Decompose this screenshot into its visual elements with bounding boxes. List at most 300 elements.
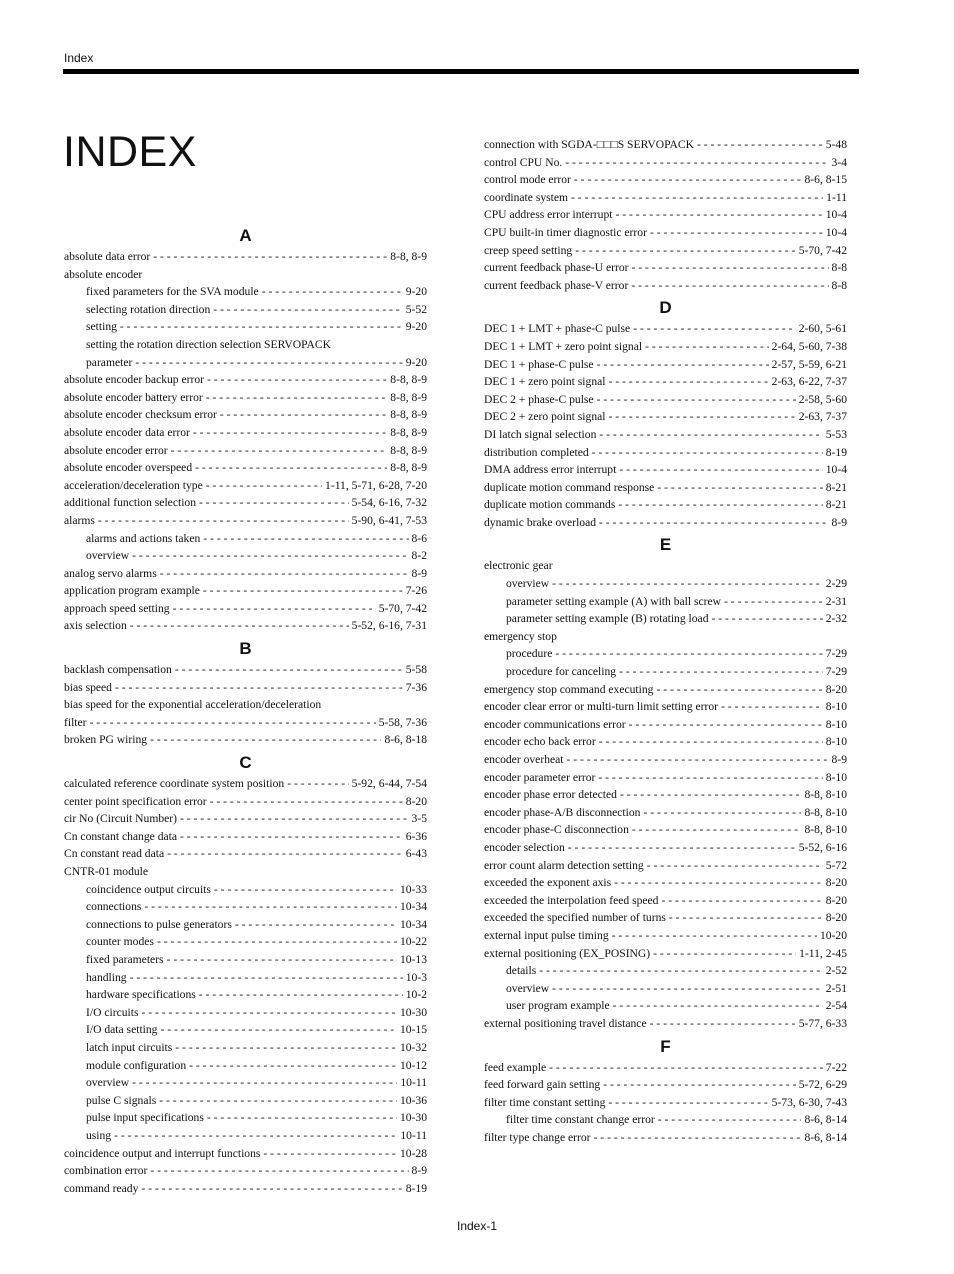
entry-pages: 8-8, 8-9 bbox=[390, 425, 427, 439]
index-entry bbox=[484, 839, 847, 857]
entry-pages: 5-70, 7-42 bbox=[798, 243, 847, 257]
entry-pages: 2-51 bbox=[825, 981, 847, 995]
dot-leader bbox=[657, 479, 822, 497]
entry-term: overview bbox=[506, 577, 550, 591]
index-entry bbox=[64, 1180, 427, 1198]
entry-pages: 10-11 bbox=[400, 1076, 427, 1090]
entry-pages: 7-36 bbox=[405, 680, 427, 694]
index-entry bbox=[484, 1015, 847, 1033]
dot-leader bbox=[141, 1004, 396, 1022]
entry-term: exceeded the interpolation feed speed bbox=[484, 893, 659, 907]
index-entry bbox=[484, 733, 847, 751]
entry-term: encoder phase error detected bbox=[484, 788, 617, 802]
index-subentry bbox=[64, 283, 427, 301]
entry-pages: 8-19 bbox=[405, 1181, 427, 1195]
dot-leader bbox=[195, 459, 387, 477]
dot-leader bbox=[150, 1162, 408, 1180]
index-entry bbox=[484, 628, 847, 646]
entry-term: DMA address error interrupt bbox=[484, 463, 617, 477]
index-entry bbox=[64, 845, 427, 863]
entry-term: DEC 2 + zero point signal bbox=[484, 410, 606, 424]
entry-term: latch input circuits bbox=[86, 1040, 173, 1054]
index-entry bbox=[64, 565, 427, 583]
dot-leader bbox=[643, 804, 801, 822]
section-letter: C bbox=[239, 753, 252, 773]
entry-pages: 5-58, 7-36 bbox=[378, 715, 427, 729]
index-entry bbox=[64, 442, 427, 460]
entry-term: absolute encoder overspeed bbox=[64, 461, 193, 475]
dot-leader bbox=[608, 1094, 768, 1112]
entry-term: analog servo alarms bbox=[64, 566, 157, 580]
entry-pages: 8-20 bbox=[825, 682, 847, 696]
entry-term: encoder phase-A/B disconnection bbox=[484, 805, 641, 819]
dot-leader bbox=[552, 980, 823, 998]
running-header: Index bbox=[64, 51, 94, 65]
dot-leader bbox=[612, 927, 817, 945]
entry-pages: 5-48 bbox=[825, 138, 847, 151]
dot-leader bbox=[220, 406, 387, 424]
index-entry bbox=[64, 679, 427, 697]
entry-term: control CPU No. bbox=[484, 155, 563, 169]
dot-leader bbox=[180, 810, 409, 828]
index-subentry bbox=[64, 318, 427, 336]
index-subentry bbox=[484, 1111, 847, 1129]
entry-pages: 2-52 bbox=[825, 964, 847, 978]
entry-pages: 8-9 bbox=[411, 566, 427, 580]
index-subentry bbox=[64, 969, 427, 987]
entry-term: setting bbox=[86, 320, 117, 334]
index-entry bbox=[484, 479, 847, 497]
dot-leader bbox=[549, 1059, 823, 1077]
entry-term: exceeded the specified number of turns bbox=[484, 911, 666, 925]
dot-leader bbox=[199, 494, 349, 512]
entry-term: broken PG wiring bbox=[64, 733, 148, 747]
entry-pages: 10-15 bbox=[399, 1023, 427, 1037]
entry-pages: 8-20 bbox=[405, 794, 427, 808]
index-entry bbox=[484, 751, 847, 769]
dot-leader bbox=[287, 775, 348, 793]
dot-leader bbox=[262, 283, 403, 301]
entry-term: application program example bbox=[64, 584, 200, 598]
dot-leader bbox=[619, 663, 823, 681]
entry-term: current feedback phase-U error bbox=[484, 261, 629, 275]
index-entry bbox=[484, 224, 847, 242]
index-entry bbox=[484, 892, 847, 910]
dot-leader bbox=[203, 530, 408, 548]
entry-pages: 10-2 bbox=[405, 988, 427, 1002]
entry-pages: 10-13 bbox=[399, 952, 427, 966]
entry-pages: 5-72 bbox=[825, 858, 847, 872]
index-subentry bbox=[64, 1074, 427, 1092]
dot-leader bbox=[609, 408, 796, 426]
index-entry bbox=[484, 804, 847, 822]
entry-term: duplicate motion commands bbox=[484, 498, 616, 512]
entry-pages: 10-30 bbox=[399, 1111, 427, 1125]
dot-leader bbox=[115, 679, 403, 697]
index-entry bbox=[64, 810, 427, 828]
index-entry bbox=[484, 557, 847, 575]
entry-term: combination error bbox=[64, 1164, 148, 1178]
entry-pages: 10-36 bbox=[399, 1093, 427, 1107]
entry-term: bias speed for the exponential acceleration/deceleration bbox=[64, 698, 322, 712]
dot-leader bbox=[721, 698, 823, 716]
index-entry bbox=[484, 206, 847, 224]
dot-leader bbox=[599, 733, 823, 751]
entry-term: electronic gear bbox=[484, 559, 553, 573]
dot-leader bbox=[632, 259, 829, 277]
index-subentry bbox=[484, 962, 847, 980]
entry-pages: 10-12 bbox=[399, 1058, 427, 1072]
entry-pages: 7-29 bbox=[825, 647, 847, 661]
index-entry bbox=[484, 136, 847, 154]
section-letter: E bbox=[659, 535, 672, 555]
entry-term: bias speed bbox=[64, 680, 112, 694]
dot-leader bbox=[207, 1109, 397, 1127]
dot-leader bbox=[571, 189, 823, 207]
index-entry bbox=[484, 496, 847, 514]
entry-pages: 5-52, 6-16, 7-31 bbox=[351, 619, 427, 633]
index-subentry bbox=[64, 336, 427, 354]
index-entry bbox=[64, 582, 427, 600]
entry-pages: 10-4 bbox=[825, 208, 847, 222]
entry-term: alarms and actions taken bbox=[86, 531, 201, 545]
entry-pages: 8-9 bbox=[411, 1164, 427, 1178]
entry-term: overview bbox=[86, 1076, 130, 1090]
entry-term: absolute encoder error bbox=[64, 443, 168, 457]
dot-leader bbox=[629, 716, 823, 734]
index-subentry bbox=[484, 575, 847, 593]
dot-leader bbox=[132, 547, 408, 565]
index-entry bbox=[64, 600, 427, 618]
index-entry bbox=[64, 696, 427, 714]
dot-leader bbox=[594, 1129, 802, 1147]
entry-term: DI latch signal selection bbox=[484, 427, 597, 441]
entry-term: module configuration bbox=[86, 1058, 187, 1072]
entry-pages: 8-6, 8-14 bbox=[804, 1113, 847, 1127]
entry-pages: 8-8, 8-10 bbox=[804, 823, 847, 837]
entry-term: handling bbox=[86, 970, 127, 984]
entry-term: CPU address error interrupt bbox=[484, 208, 613, 222]
index-entry bbox=[64, 863, 427, 881]
entry-term: coordinate system bbox=[484, 190, 569, 204]
entry-term: fixed parameters for the SVA module bbox=[86, 285, 259, 299]
entry-term: axis selection bbox=[64, 619, 127, 633]
dot-leader bbox=[565, 154, 828, 172]
entry-term: filter time constant change error bbox=[506, 1113, 655, 1127]
entry-pages: 7-22 bbox=[825, 1060, 847, 1074]
dot-leader bbox=[235, 916, 397, 934]
page-number: Index-1 bbox=[456, 1219, 498, 1233]
entry-term: external input pulse timing bbox=[484, 928, 609, 942]
entry-term: center point specification error bbox=[64, 794, 207, 808]
entry-term: absolute encoder backup error bbox=[64, 373, 205, 387]
entry-pages: 7-26 bbox=[405, 584, 427, 598]
index-entry bbox=[64, 248, 427, 266]
entry-pages: 2-32 bbox=[825, 612, 847, 626]
dot-leader bbox=[618, 496, 822, 514]
index-entry bbox=[484, 1094, 847, 1112]
entry-term: DEC 1 + LMT + zero point signal bbox=[484, 339, 643, 353]
dot-leader bbox=[653, 945, 796, 963]
dot-leader bbox=[114, 1127, 397, 1145]
entry-term: DEC 1 + LMT + phase-C pulse bbox=[484, 322, 631, 336]
entry-term: encoder overheat bbox=[484, 753, 564, 766]
index-subentry bbox=[64, 1004, 427, 1022]
entry-term: coincidence output circuits bbox=[86, 882, 211, 896]
dot-leader bbox=[132, 1074, 397, 1092]
index-entry bbox=[64, 424, 427, 442]
entry-pages: 1-11 bbox=[826, 190, 847, 204]
entry-pages: 8-8, 8-9 bbox=[390, 461, 427, 475]
entry-term: connections to pulse generators bbox=[86, 917, 232, 931]
entry-pages: 8-8, 8-10 bbox=[804, 805, 847, 819]
entry-pages: 8-8, 8-10 bbox=[804, 788, 847, 802]
index-entry bbox=[484, 259, 847, 277]
dot-leader bbox=[633, 320, 796, 338]
entry-term: encoder echo back error bbox=[484, 735, 596, 749]
entry-term: emergency stop command executing bbox=[484, 682, 654, 696]
entry-pages: 8-20 bbox=[825, 876, 847, 890]
entry-term: connections bbox=[86, 900, 142, 914]
dot-leader bbox=[130, 969, 403, 987]
dot-leader bbox=[141, 1180, 402, 1198]
entry-term: feed example bbox=[484, 1060, 547, 1074]
dot-leader bbox=[645, 338, 769, 356]
dot-leader bbox=[120, 318, 403, 336]
index-entry bbox=[484, 154, 847, 172]
entry-term: CNTR-01 module bbox=[64, 865, 149, 878]
entry-pages: 8-8 bbox=[831, 261, 847, 275]
entry-pages: 10-20 bbox=[819, 928, 847, 942]
dot-leader bbox=[98, 512, 349, 530]
entry-term: duplicate motion command response bbox=[484, 480, 655, 494]
entry-term: using bbox=[86, 1128, 112, 1142]
dot-leader bbox=[597, 391, 796, 409]
index-entry bbox=[64, 389, 427, 407]
index-subentry bbox=[64, 530, 427, 548]
entry-pages: 8-8, 8-9 bbox=[390, 390, 427, 404]
entry-pages: 8-8, 8-9 bbox=[390, 373, 427, 387]
entry-pages: 5-90, 6-41, 7-53 bbox=[351, 513, 427, 527]
entry-term: alarms bbox=[64, 513, 95, 527]
entry-term: fixed parameters bbox=[86, 952, 164, 966]
entry-pages: 8-21 bbox=[825, 480, 847, 494]
entry-term: absolute encoder data error bbox=[64, 425, 190, 439]
index-entry bbox=[64, 477, 427, 495]
entry-pages: 10-30 bbox=[399, 1005, 427, 1019]
entry-term: hardware specifications bbox=[86, 988, 196, 1002]
entry-term: creep speed setting bbox=[484, 243, 573, 257]
index-entry bbox=[484, 874, 847, 892]
entry-pages: 5-77, 6-33 bbox=[798, 1016, 847, 1030]
entry-term: DEC 2 + phase-C pulse bbox=[484, 392, 594, 406]
dot-leader bbox=[180, 828, 403, 846]
entry-pages: 2-60, 5-61 bbox=[798, 322, 847, 336]
dot-leader bbox=[603, 1076, 795, 1094]
entry-term: user program example bbox=[506, 999, 610, 1013]
index-entry bbox=[484, 945, 847, 963]
entry-pages: 2-58, 5-60 bbox=[798, 392, 847, 406]
index-entry bbox=[484, 320, 847, 338]
entry-pages: 2-63, 7-37 bbox=[798, 410, 847, 424]
section-letter: B bbox=[239, 639, 252, 659]
entry-term: backlash compensation bbox=[64, 663, 172, 677]
section-letter: A bbox=[239, 226, 252, 245]
entry-term: parameter bbox=[86, 355, 133, 369]
entry-term: procedure for canceling bbox=[506, 665, 617, 679]
entry-pages: 5-54, 6-16, 7-32 bbox=[351, 496, 427, 510]
index-subentry bbox=[484, 980, 847, 998]
dot-leader bbox=[609, 373, 769, 391]
entry-term: absolute data error bbox=[64, 250, 151, 263]
entry-pages: 10-11 bbox=[400, 1128, 427, 1142]
dot-leader bbox=[661, 892, 822, 910]
index-subentry bbox=[64, 354, 427, 372]
index-entry bbox=[64, 661, 427, 679]
dot-leader bbox=[173, 600, 376, 618]
index-entry bbox=[64, 793, 427, 811]
dot-leader bbox=[150, 731, 381, 749]
entry-term: dynamic brake overload bbox=[484, 515, 597, 529]
index-subentry bbox=[64, 933, 427, 951]
index-subentry bbox=[64, 301, 427, 319]
section-letter: D bbox=[659, 298, 672, 318]
index-entry bbox=[64, 1145, 427, 1163]
dot-leader bbox=[656, 681, 822, 699]
index-subentry bbox=[484, 593, 847, 611]
entry-term: encoder phase-C disconnection bbox=[484, 823, 629, 837]
entry-term: filter time constant setting bbox=[484, 1095, 606, 1109]
dot-leader bbox=[213, 301, 402, 319]
index-entry bbox=[64, 731, 427, 749]
entry-pages: 5-52, 6-16 bbox=[798, 840, 847, 854]
index-subentry bbox=[484, 663, 847, 681]
entry-term: pulse C signals bbox=[86, 1093, 157, 1107]
dot-leader bbox=[619, 461, 822, 479]
index-entry bbox=[64, 775, 427, 793]
entry-term: setting the rotation direction selection SERVOPACK bbox=[86, 337, 331, 351]
index-entry bbox=[64, 494, 427, 512]
dot-leader bbox=[214, 881, 397, 899]
entry-pages: 10-32 bbox=[399, 1040, 427, 1054]
entry-pages: 6-36 bbox=[405, 829, 427, 843]
entry-term: encoder selection bbox=[484, 840, 565, 854]
entry-term: exceeded the exponent axis bbox=[484, 876, 612, 890]
entry-pages: 1-11, 5-71, 6-28, 7-20 bbox=[325, 478, 427, 492]
entry-term: encoder communications error bbox=[484, 717, 626, 731]
dot-leader bbox=[189, 1057, 397, 1075]
index-entry bbox=[64, 828, 427, 846]
index-entry bbox=[484, 1059, 847, 1077]
entry-pages: 8-2 bbox=[411, 549, 427, 563]
entry-term: emergency stop bbox=[484, 629, 557, 643]
dot-leader bbox=[157, 933, 397, 951]
dot-leader bbox=[160, 1021, 396, 1039]
index-entry bbox=[64, 371, 427, 389]
dot-leader bbox=[203, 582, 403, 600]
entry-pages: 10-34 bbox=[399, 900, 427, 914]
dot-leader bbox=[614, 874, 823, 892]
entry-pages: 10-4 bbox=[825, 463, 847, 477]
index-entry bbox=[484, 338, 847, 356]
entry-term: absolute encoder bbox=[64, 267, 143, 281]
entry-pages: 5-72, 6-29 bbox=[798, 1078, 847, 1092]
index-entry bbox=[484, 426, 847, 444]
dot-leader bbox=[620, 786, 802, 804]
dot-leader bbox=[552, 575, 823, 593]
index-subentry bbox=[64, 916, 427, 934]
entry-pages: 5-70, 7-42 bbox=[378, 601, 427, 615]
index-entry bbox=[484, 857, 847, 875]
index-entry bbox=[484, 769, 847, 787]
entry-pages: 8-6, 8-14 bbox=[804, 1130, 847, 1144]
index-entry bbox=[484, 786, 847, 804]
index-entry bbox=[64, 459, 427, 477]
dot-leader bbox=[144, 898, 397, 916]
dot-leader bbox=[599, 514, 829, 532]
index-entry bbox=[64, 266, 427, 284]
entry-term: command ready bbox=[64, 1181, 139, 1195]
dot-leader bbox=[160, 565, 409, 583]
entry-pages: 8-19 bbox=[825, 445, 847, 459]
index-entry bbox=[64, 1162, 427, 1180]
index-entry bbox=[64, 406, 427, 424]
dot-leader bbox=[539, 962, 822, 980]
index-entry bbox=[484, 444, 847, 462]
dot-leader bbox=[658, 1111, 802, 1129]
index-subentry bbox=[64, 1127, 427, 1145]
dot-leader bbox=[193, 424, 387, 442]
entry-term: DEC 1 + phase-C pulse bbox=[484, 357, 594, 371]
dot-leader bbox=[712, 610, 823, 628]
index-column-left bbox=[64, 222, 427, 1197]
dot-leader bbox=[175, 661, 403, 679]
index-subentry bbox=[484, 997, 847, 1015]
dot-leader bbox=[650, 224, 823, 242]
entry-pages: 9-20 bbox=[405, 355, 427, 369]
entry-pages: 8-21 bbox=[825, 498, 847, 512]
entry-term: acceleration/deceleration type bbox=[64, 478, 203, 492]
entry-pages: 3-4 bbox=[831, 155, 847, 169]
entry-term: I/O data setting bbox=[86, 1023, 158, 1037]
index-subentry bbox=[64, 1021, 427, 1039]
entry-term: overview bbox=[506, 981, 550, 995]
index-subentry bbox=[64, 1109, 427, 1127]
dot-leader bbox=[631, 277, 828, 295]
entry-pages: 10-33 bbox=[399, 882, 427, 896]
index-entry bbox=[484, 909, 847, 927]
dot-leader bbox=[171, 442, 388, 460]
index-subentry bbox=[64, 986, 427, 1004]
entry-pages: 7-29 bbox=[825, 665, 847, 679]
index-column-right bbox=[484, 136, 847, 1146]
entry-term: procedure bbox=[506, 647, 553, 661]
entry-pages: 10-34 bbox=[399, 917, 427, 931]
index-entry bbox=[484, 927, 847, 945]
entry-pages: 8-10 bbox=[825, 735, 847, 749]
entry-pages: 10-4 bbox=[825, 225, 847, 239]
dot-leader bbox=[567, 751, 829, 769]
entry-term: current feedback phase-V error bbox=[484, 278, 629, 292]
entry-pages: 5-52 bbox=[405, 302, 427, 316]
dot-leader bbox=[724, 593, 823, 611]
dot-leader bbox=[598, 769, 822, 787]
entry-pages: 3-5 bbox=[411, 812, 427, 826]
entry-pages: 2-31 bbox=[825, 594, 847, 608]
index-entry bbox=[484, 461, 847, 479]
index-subentry bbox=[64, 881, 427, 899]
entry-pages: 8-6 bbox=[411, 531, 427, 545]
